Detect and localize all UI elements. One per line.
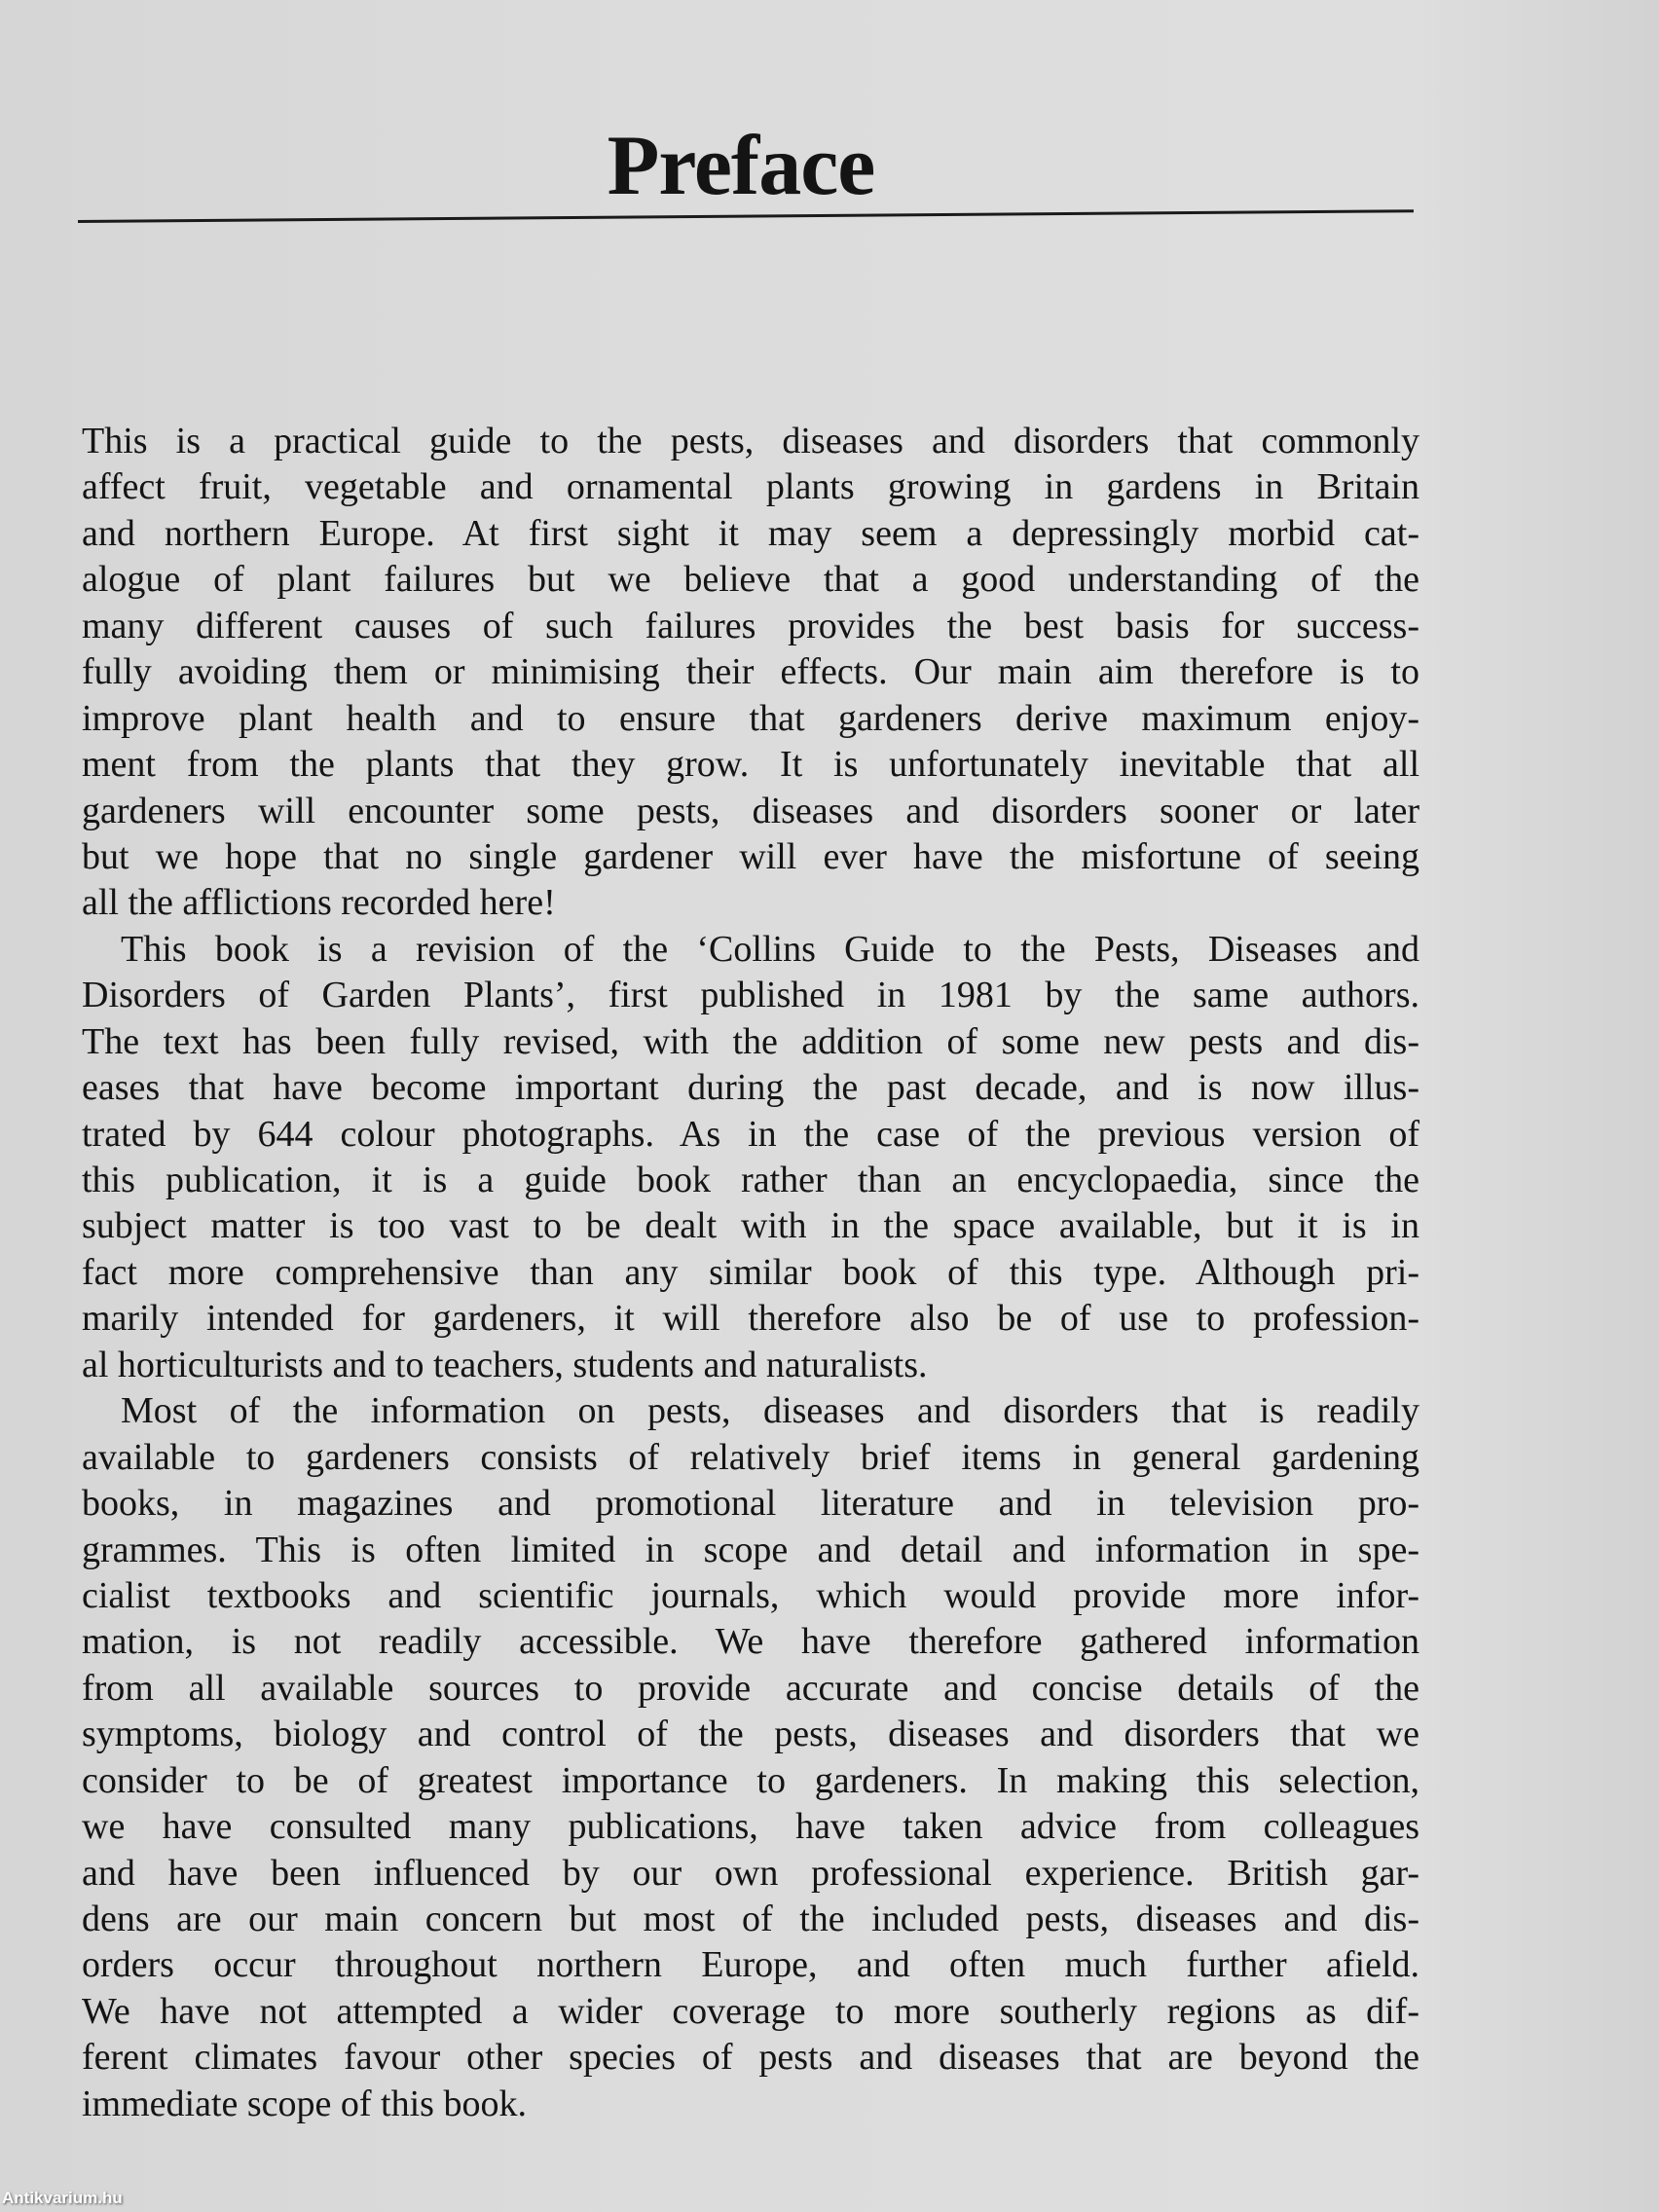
page-title: Preface bbox=[607, 118, 875, 213]
text-line: affect fruit, vegetable and ornamental plants growing in gardens in Britain bbox=[82, 466, 1419, 508]
text-line: Disorders of Garden Plants’, first published in 1981 by the same authors. bbox=[82, 975, 1419, 1016]
text-line: consider to be of greatest importance to gardeners. In making this selection, bbox=[82, 1759, 1419, 1801]
text-line: many different causes of such failures provides the best basis for success- bbox=[82, 605, 1419, 646]
text-line: books, in magazines and promotional literature and in television pro- bbox=[82, 1483, 1419, 1525]
text-line: eases that have become important during the past decade, and is now illus- bbox=[82, 1067, 1419, 1109]
paragraph bbox=[82, 419, 1419, 927]
text-line: grammes. This is often limited in scope and detail and information in spe- bbox=[82, 1529, 1419, 1570]
text-line: all the afflictions recorded here! bbox=[82, 882, 556, 924]
text-line: dens are our main concern but most of the included pests, diseases and dis- bbox=[82, 1899, 1419, 1939]
text-line: immediate scope of this book. bbox=[82, 2083, 527, 2124]
text-line: symptoms, biology and control of the pests, diseases and disorders that we bbox=[82, 1714, 1419, 1755]
paragraph bbox=[82, 927, 1419, 1388]
preface-body bbox=[82, 419, 1419, 2127]
paragraph bbox=[82, 1388, 1419, 2127]
text-line: fact more comprehensive than any similar book of this type. Although pri- bbox=[82, 1251, 1419, 1293]
text-line: available to gardeners consists of relatively brief items in general gardening bbox=[82, 1436, 1419, 1478]
text-line: fully avoiding them or minimising their effects. Our main aim therefore is to bbox=[82, 651, 1419, 693]
text-line: and northern Europe. At first sight it may seem a depressingly morbid cat- bbox=[82, 512, 1419, 554]
text-line: we have consulted many publications, have taken advice from colleagues bbox=[82, 1806, 1419, 1848]
text-line: orders occur throughout northern Europe, and often much further afield. bbox=[82, 1944, 1419, 1986]
text-line: mation, is not readily accessible. We have therefore gathered information bbox=[82, 1621, 1419, 1663]
text-line: Most of the information on pests, diseases and disorders that is readily bbox=[121, 1390, 1419, 1432]
text-line: ment from the plants that they grow. It is unfortunately inevitable that all bbox=[82, 744, 1419, 786]
text-line: from all available sources to provide accurate and concise details of the bbox=[82, 1667, 1419, 1709]
text-line: and have been influenced by our own professional experience. British gar- bbox=[82, 1852, 1419, 1894]
text-line: but we hope that no single gardener will ever have the misfortune of seeing bbox=[82, 835, 1419, 877]
text-line: marily intended for gardeners, it will therefore also be of use to profession- bbox=[82, 1298, 1419, 1340]
text-line: alogue of plant failures but we believe that a good understanding of the bbox=[82, 559, 1419, 601]
text-line: We have not attempted a wider coverage to more southerly regions as dif- bbox=[82, 1990, 1419, 2032]
text-line: ferent climates favour other species of pests and diseases that are beyond the bbox=[82, 2037, 1419, 2079]
text-line: trated by 644 colour photographs. As in the case of the previous version of bbox=[82, 1113, 1419, 1155]
text-line: al horticulturists and to teachers, students and naturalists. bbox=[82, 1344, 928, 1385]
text-line: This is a practical guide to the pests, diseases and disorders that commonly bbox=[82, 421, 1419, 461]
text-line: subject matter is too vast to be dealt with in the space available, but it is in bbox=[82, 1205, 1419, 1247]
text-line: This book is a revision of the ‘Collins Guide to the Pests, Diseases and bbox=[121, 928, 1419, 970]
text-line: improve plant health and to ensure that gardeners derive maximum enjoy- bbox=[82, 697, 1419, 739]
text-line: this publication, it is a guide book rather than an encyclopaedia, since the bbox=[82, 1160, 1419, 1200]
text-line: gardeners will encounter some pests, diseases and disorders sooner or later bbox=[82, 790, 1419, 831]
text-line: cialist textbooks and scientific journals, which would provide more infor- bbox=[82, 1574, 1419, 1616]
text-line: The text has been fully revised, with the addition of some new pests and dis- bbox=[82, 1020, 1419, 1062]
watermark: Antikvarium.hu bbox=[2, 2189, 123, 2207]
